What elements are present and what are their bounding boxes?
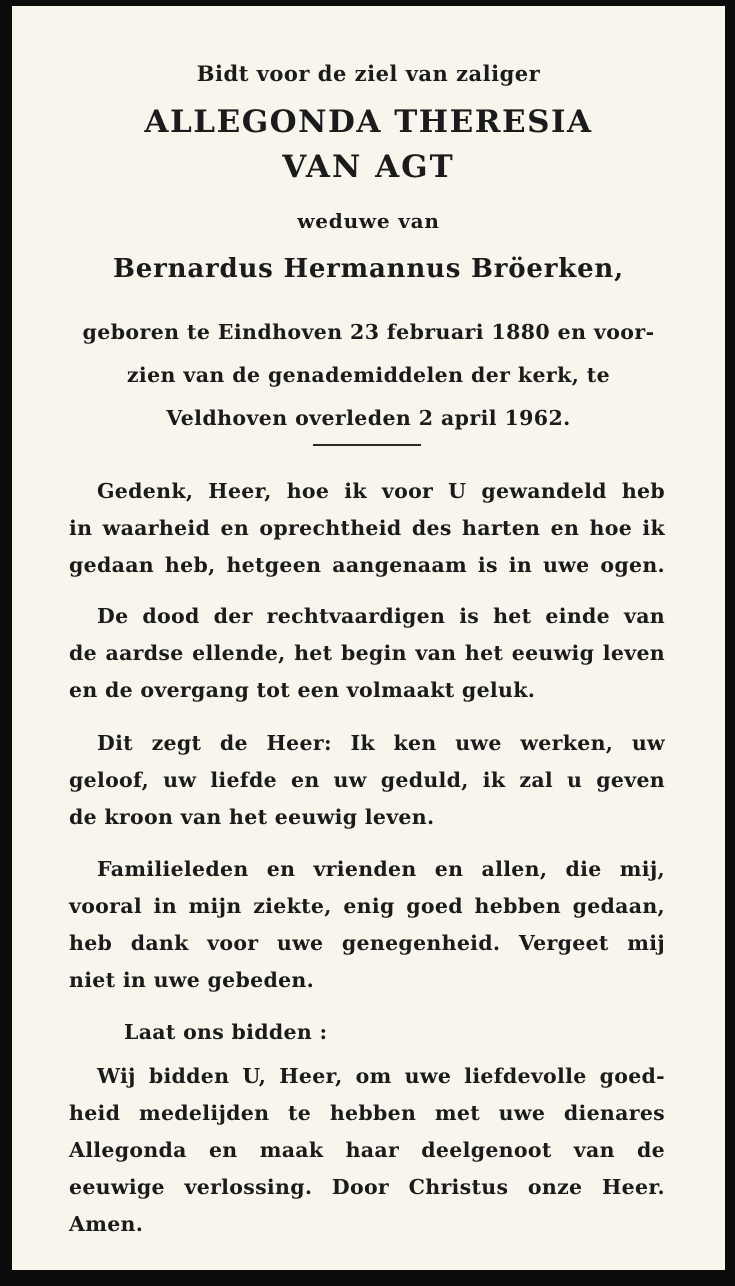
paragraph-2-line: en de overgang tot een volmaakt geluk. — [69, 678, 536, 702]
deceased-name-line1: ALLEGONDA THERESIA — [144, 104, 593, 140]
paragraph-4-line: Familieleden en vrienden en allen, die mij, — [97, 857, 665, 881]
paragraph-4-line: heb dank voor uwe genegenheid. Vergeet mij — [69, 931, 665, 955]
prayer-line: eeuwige verlossing. Door Christus onze Heer. — [69, 1175, 665, 1199]
paragraph-3-line: geloof, uw liefde en uw geduld, ik zal u geven — [69, 768, 665, 792]
paragraph-3-line: de kroon van het eeuwig leven. — [69, 805, 435, 829]
intro-text: Bidt voor de ziel van zaliger — [196, 61, 541, 86]
prayer-line: Wij bidden U, Heer, om uwe liefdevolle goed- — [97, 1064, 665, 1088]
prayer-line: Allegonda en maak haar deelgenoot van de — [69, 1138, 665, 1162]
paragraph-1-line: in waarheid en oprechtheid des harten en hoe ik — [69, 516, 665, 540]
paragraph-4-line: vooral in mijn ziekte, enig goed hebben gedaan, — [69, 894, 665, 918]
deceased-name-line2: VAN AGT — [282, 149, 455, 185]
paragraph-2-line: De dood der rechtvaardigen is het einde van — [97, 604, 665, 628]
birth-death-line2: zien van de genademiddelen der kerk, te — [126, 363, 611, 387]
spouse-name: Bernardus Hermannus Bröerken, — [113, 254, 624, 284]
widow-of-text: weduwe van — [297, 209, 440, 233]
prayer-heading: Laat ons bidden : — [124, 1020, 328, 1044]
birth-death-line3: Veldhoven overleden 2 april 1962. — [166, 406, 571, 430]
divider-rule — [313, 444, 421, 446]
paragraph-1-line: Gedenk, Heer, hoe ik voor U gewandeld heb — [97, 479, 665, 503]
prayer-amen: Amen. — [69, 1212, 144, 1236]
paragraph-1-line: gedaan heb, hetgeen aangenaam is in uwe ogen. — [69, 553, 665, 577]
paragraph-4-line: niet in uwe gebeden. — [69, 968, 315, 992]
paragraph-2-line: de aardse ellende, het begin van het eeuwig leven — [69, 641, 665, 665]
paragraph-3-line: Dit zegt de Heer: Ik ken uwe werken, uw — [97, 731, 665, 755]
memorial-card — [12, 6, 725, 1270]
birth-death-line1: geboren te Eindhoven 23 februari 1880 en voor- — [82, 320, 655, 344]
prayer-line: heid medelijden te hebben met uwe dienares — [69, 1101, 665, 1125]
